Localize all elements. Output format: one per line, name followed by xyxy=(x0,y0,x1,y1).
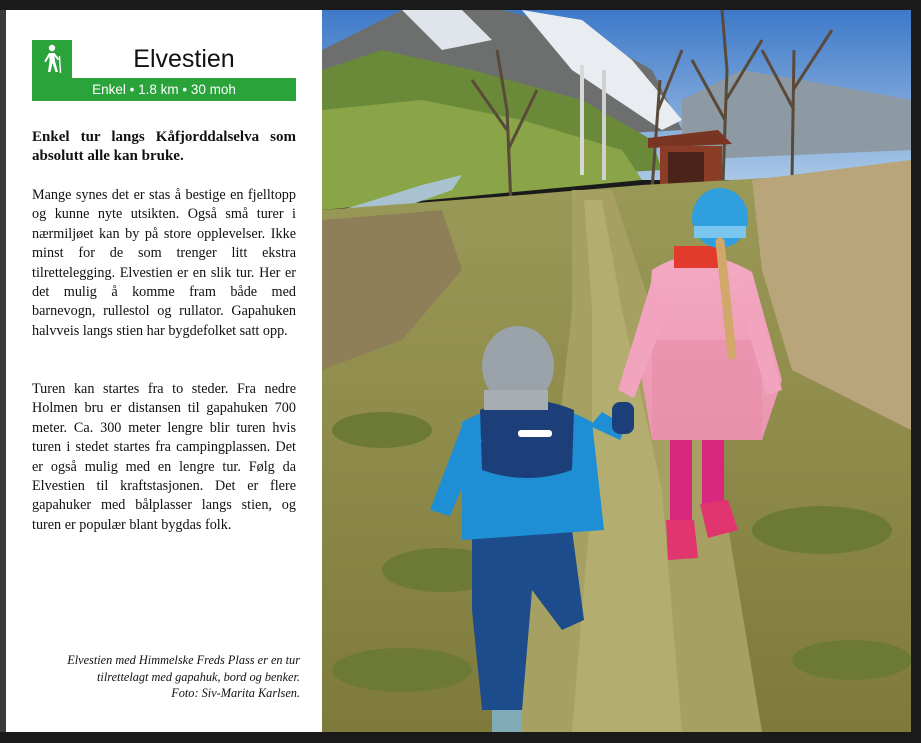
trail-icon-box xyxy=(32,40,72,78)
trail-title: Elvestien xyxy=(133,45,235,73)
trail-info-bar: Enkel • 1.8 km • 30 moh xyxy=(32,78,296,101)
trail-photo xyxy=(322,10,911,732)
caption-line-3: Foto: Siv-Marita Karlsen. xyxy=(171,686,300,700)
body-paragraph-1: Mange synes det er stas å bestige en fjelltopp og kunne nyte utsikten. Også små turer i nærmiljøet kan by på store opplevelser. Ikke minst for de som trenger litt ekstra tilrettelegging. Elvestien er en slik tur. Her er det mulig å komme fram både med barnevogn, rullestol og rullator. Gapahuken halvveis langs stien har bygdefolket satt opp. xyxy=(32,187,296,339)
lead-paragraph: Enkel tur langs Kåfjorddalselva som absolutt alle kan bruke. xyxy=(32,129,296,164)
photo-caption xyxy=(40,652,300,702)
caption-line-2: tilrettelagt med gapahuk, bord og benker. xyxy=(97,669,300,684)
caption-line-1: Elvestien med Himmelske Freds Plass er en tur xyxy=(67,653,300,667)
body-paragraph-2: Turen kan startes fra to steder. Fra nedre Holmen bru er distansen til gapahuken 700 meter. Ca. 300 meter lengre blir turen hvis turen i stedet startes fra campingplassen. Det er også mulig med en lengre tur. Følg da Elvestien til kraftstasjonen. Det er flere gapahuker med bålplasser langs stien, og turen er populær blant bygdas folk. xyxy=(32,381,296,533)
hiker-icon xyxy=(40,44,64,74)
text-page xyxy=(6,10,322,732)
